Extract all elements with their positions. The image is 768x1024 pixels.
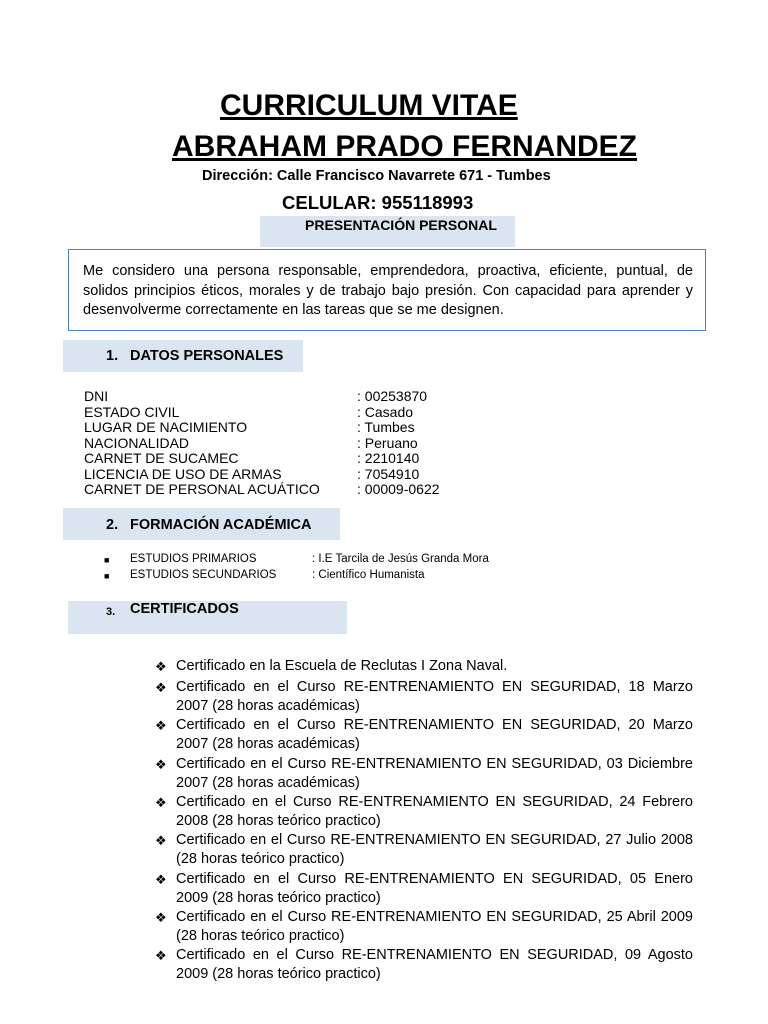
address-line: Dirección: Calle Francisco Navarrete 671 - Tumbes (202, 168, 551, 184)
section-personal-number: 1. (106, 348, 119, 364)
candidate-name: ABRAHAM PRADO FERNANDEZ (172, 130, 637, 163)
diamond-bullet-icon: ❖ (155, 680, 167, 695)
diamond-bullet-icon: ❖ (155, 833, 167, 848)
section-certificates-heading: CERTIFICADOS (130, 601, 239, 617)
diamond-bullet-icon: ❖ (155, 948, 167, 963)
personal-row-label: ESTADO CIVIL (84, 403, 180, 420)
education-row-label: ESTUDIOS PRIMARIOS (130, 553, 257, 565)
section-certificates-number: 3. (106, 606, 116, 618)
personal-row-value: : Tumbes (357, 419, 415, 435)
certificate-text: Certificado en el Curso RE-ENTRENAMIENTO EN SEGURIDAD, 24 Febrero 2008 (28 horas teórico practico) (176, 794, 693, 829)
personal-row-value: : Peruano (357, 434, 418, 451)
diamond-bullet-icon: ❖ (155, 872, 167, 887)
education-row-value: : I.E Tarcila de Jesús Granda Mora (312, 553, 489, 565)
certificate-text: Certificado en el Curso RE-ENTRENAMIENTO EN SEGURIDAD, 09 Agosto 2009 (28 horas teórico practico) (176, 947, 693, 982)
certificate-text: Certificado en el Curso RE-ENTRENAMIENTO EN SEGURIDAD, 18 Marzo 2007 (28 horas académicas) (176, 679, 693, 714)
personal-row-label: NACIONALIDAD (84, 434, 190, 451)
section-personal-heading: DATOS PERSONALES (130, 348, 284, 364)
personal-row-value: : 00253870 (357, 388, 428, 404)
personal-row-label: DNI (84, 388, 109, 404)
document-title: CURRICULUM VITAE (220, 89, 518, 122)
diamond-bullet-icon: ❖ (155, 795, 167, 810)
square-bullet-icon: ■ (104, 571, 110, 581)
personal-row-label: CARNET DE PERSONAL ACUÁTICO (84, 481, 320, 497)
square-bullet-icon: ■ (104, 555, 110, 565)
education-row-label: ESTUDIOS SECUNDARIOS (130, 569, 277, 581)
certificate-text: Certificado en el Curso RE-ENTRENAMIENTO EN SEGURIDAD, 03 Diciembre 2007 (28 horas académicas) (176, 756, 693, 791)
diamond-bullet-icon: ❖ (155, 910, 167, 925)
personal-row-label: LUGAR DE NACIMIENTO (84, 419, 248, 435)
presentation-heading: PRESENTACIÓN PERSONAL (305, 217, 497, 233)
personal-row-value: : 7054910 (357, 465, 420, 482)
phone-line: CELULAR: 955118993 (282, 192, 474, 213)
certificate-text: Certificado en el Curso RE-ENTRENAMIENTO EN SEGURIDAD, 05 Enero 2009 (28 horas teórico practico) (176, 871, 693, 906)
personal-row-value: : 2210140 (357, 450, 420, 466)
section-education-heading: FORMACIÓN ACADÉMICA (130, 517, 312, 533)
personal-row-label: LICENCIA DE USO DE ARMAS (84, 465, 282, 482)
diamond-bullet-icon: ❖ (155, 659, 167, 674)
section-education-number: 2. (106, 517, 119, 533)
certificate-text: Certificado en el Curso RE-ENTRENAMIENTO EN SEGURIDAD, 27 Julio 2008 (28 horas teórico practico) (176, 832, 693, 867)
certificate-text: Certificado en la Escuela de Reclutas I Zona Naval. (176, 658, 508, 674)
education-row-value: : Científico Humanista (312, 569, 425, 581)
certificate-text: Certificado en el Curso RE-ENTRENAMIENTO EN SEGURIDAD, 20 Marzo 2007 (28 horas académicas) (176, 717, 693, 752)
personal-row-label: CARNET DE SUCAMEC (84, 450, 239, 466)
certificate-text: Certificado en el Curso RE-ENTRENAMIENTO EN SEGURIDAD, 25 Abril 2009 (28 horas teórico practico) (176, 909, 693, 944)
diamond-bullet-icon: ❖ (155, 718, 167, 733)
diamond-bullet-icon: ❖ (155, 757, 167, 772)
personal-row-value: : 00009-0622 (357, 481, 440, 497)
presentation-text: Me considero una persona responsable, emprendedora, proactiva, eficiente, puntual, de solidos principios éticos, morales y de trabajo bajo presión. Con capacidad para aprender y desenvolverme correctamente en las tareas que se me designen. (83, 263, 693, 318)
personal-row-value: : Casado (357, 403, 414, 420)
